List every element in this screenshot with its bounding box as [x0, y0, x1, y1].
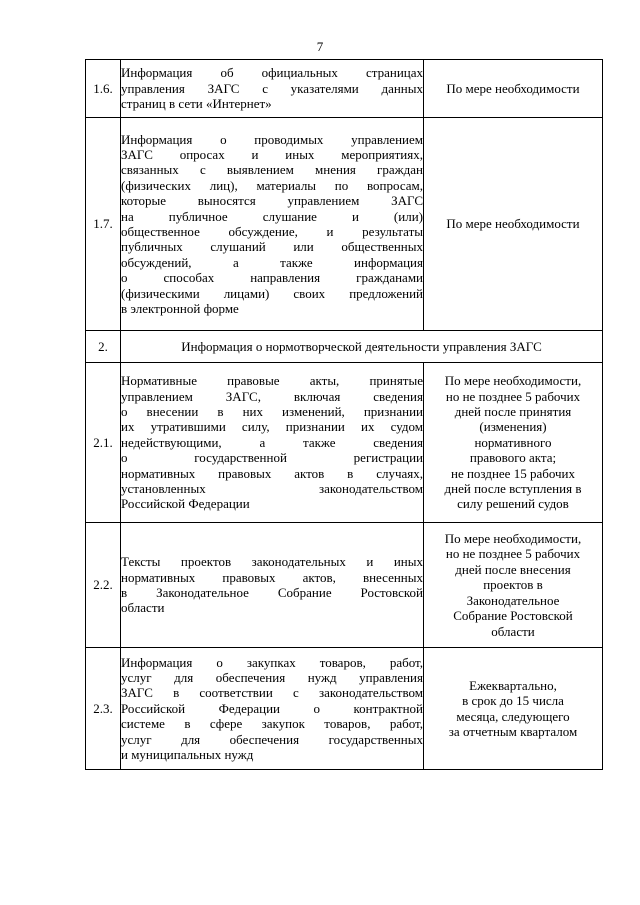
row-term: [424, 648, 603, 770]
text-line: Информация об официальных страницах: [121, 65, 423, 81]
text-line: о внесении в них изменений, признании: [121, 403, 423, 419]
table-row: [86, 60, 603, 118]
text-line: общественное обсуждение, и результаты: [121, 224, 423, 239]
text-line: недействующими, а также сведения: [121, 434, 423, 450]
page-number: 7: [316, 39, 324, 54]
text-line: По мере необходимости: [446, 216, 580, 232]
text-line: (изменения): [479, 419, 547, 435]
text-line: и муниципальных нужд: [121, 747, 254, 763]
text-line: Российской Федерации: [121, 496, 250, 512]
text-line: нормативных правовых актов в случаях,: [121, 465, 423, 481]
table-row: [86, 523, 603, 648]
row-term: [424, 523, 603, 648]
row-description: [121, 60, 424, 118]
row-number: 2.3.: [86, 648, 121, 770]
text-line: услуг для обеспечения нужд управления: [121, 669, 423, 685]
text-line: Нормативные правовые акты, принятые: [121, 373, 423, 389]
text-line: (физических лиц), материалы по вопросам,: [121, 177, 423, 193]
text-line: системе в сфере закупок товаров, работ,: [121, 716, 423, 732]
text-line: но не позднее 5 рабочих: [445, 546, 581, 562]
text-line: ЗАГС в соответствии с законодательством: [121, 685, 423, 701]
text-line: публичных слушаний или общественных: [121, 239, 423, 255]
text-line: Российской Федерации о контрактной: [121, 700, 423, 716]
text-line: обсуждений, а также информация: [121, 254, 423, 270]
text-line: силу решений судов: [457, 496, 569, 512]
text-line: страниц в сети «Интернет»: [121, 96, 272, 112]
row-term: [424, 118, 603, 331]
information-table: [85, 59, 603, 770]
table-row: [86, 648, 603, 770]
table-row: [86, 118, 603, 331]
row-term: [424, 60, 603, 118]
row-description: [121, 363, 424, 523]
text-line: управлением ЗАГС, включая сведения: [121, 388, 423, 404]
text-line: области: [121, 600, 165, 616]
text-line: но не позднее 5 рабочих: [445, 388, 581, 404]
text-line: По мере необходимости,: [444, 531, 582, 547]
row-term: [424, 363, 603, 523]
row-number: 2.2.: [86, 523, 121, 648]
text-line: По мере необходимости: [446, 80, 580, 96]
text-line: Собрание Ростовской: [453, 608, 573, 624]
text-line: Информация о проводимых управлением: [121, 131, 423, 147]
text-line: области: [491, 623, 535, 639]
text-line: месяца, следующего: [456, 708, 570, 724]
table-row: [86, 363, 603, 523]
text-line: управления ЗАГС с указателями данных: [121, 80, 423, 96]
section-row: [86, 331, 603, 363]
section-title: Информация о нормотворческой деятельности управления ЗАГС: [121, 331, 603, 363]
text-line: нормативных правовых актов, внесенных: [121, 569, 423, 585]
row-description: [121, 648, 424, 770]
text-line: дней после внесения: [455, 561, 571, 577]
text-line: услуг для обеспечения государственных: [121, 731, 423, 747]
text-line: По мере необходимости,: [444, 373, 582, 389]
text-line: дней после принятия: [454, 403, 572, 419]
text-line: за отчетным кварталом: [448, 723, 578, 739]
text-line: их утратившими силу, признании их судом: [121, 419, 423, 435]
text-line: о способах направления гражданами: [121, 270, 423, 286]
section-number: 2.: [86, 331, 121, 363]
text-line: которые выносятся управлением ЗАГС: [121, 193, 423, 209]
text-line: Законодательное: [466, 592, 560, 608]
row-description: [121, 118, 424, 331]
text-line: на публичное слушание и (или): [121, 208, 423, 224]
text-line: связанных с выявлением мнения граждан: [121, 162, 423, 178]
text-line: Информация о закупках товаров, работ,: [121, 654, 423, 670]
text-line: в срок до 15 числа: [462, 693, 564, 709]
text-line: установленных законодательством: [121, 481, 423, 497]
row-number: 1.6.: [86, 60, 121, 118]
text-line: ЗАГС опросах и иных мероприятиях,: [121, 146, 423, 162]
row-number: 1.7.: [86, 118, 121, 331]
text-line: нормативного: [474, 434, 552, 450]
text-line: дней после вступления в: [444, 481, 582, 497]
text-line: не позднее 15 рабочих: [451, 465, 575, 481]
text-line: в Законодательное Собрание Ростовской: [121, 585, 423, 600]
text-line: в электронной форме: [121, 301, 239, 317]
row-number: 2.1.: [86, 363, 121, 523]
row-description: [121, 523, 424, 648]
text-line: проектов в: [483, 577, 543, 593]
text-line: о государственной регистрации: [121, 450, 423, 466]
text-line: Тексты проектов законодательных и иных: [121, 554, 423, 570]
text-line: Ежеквартально,: [469, 677, 557, 693]
text-line: правового акта;: [469, 450, 557, 466]
text-line: (физическими лицами) своих предложений: [121, 285, 423, 301]
